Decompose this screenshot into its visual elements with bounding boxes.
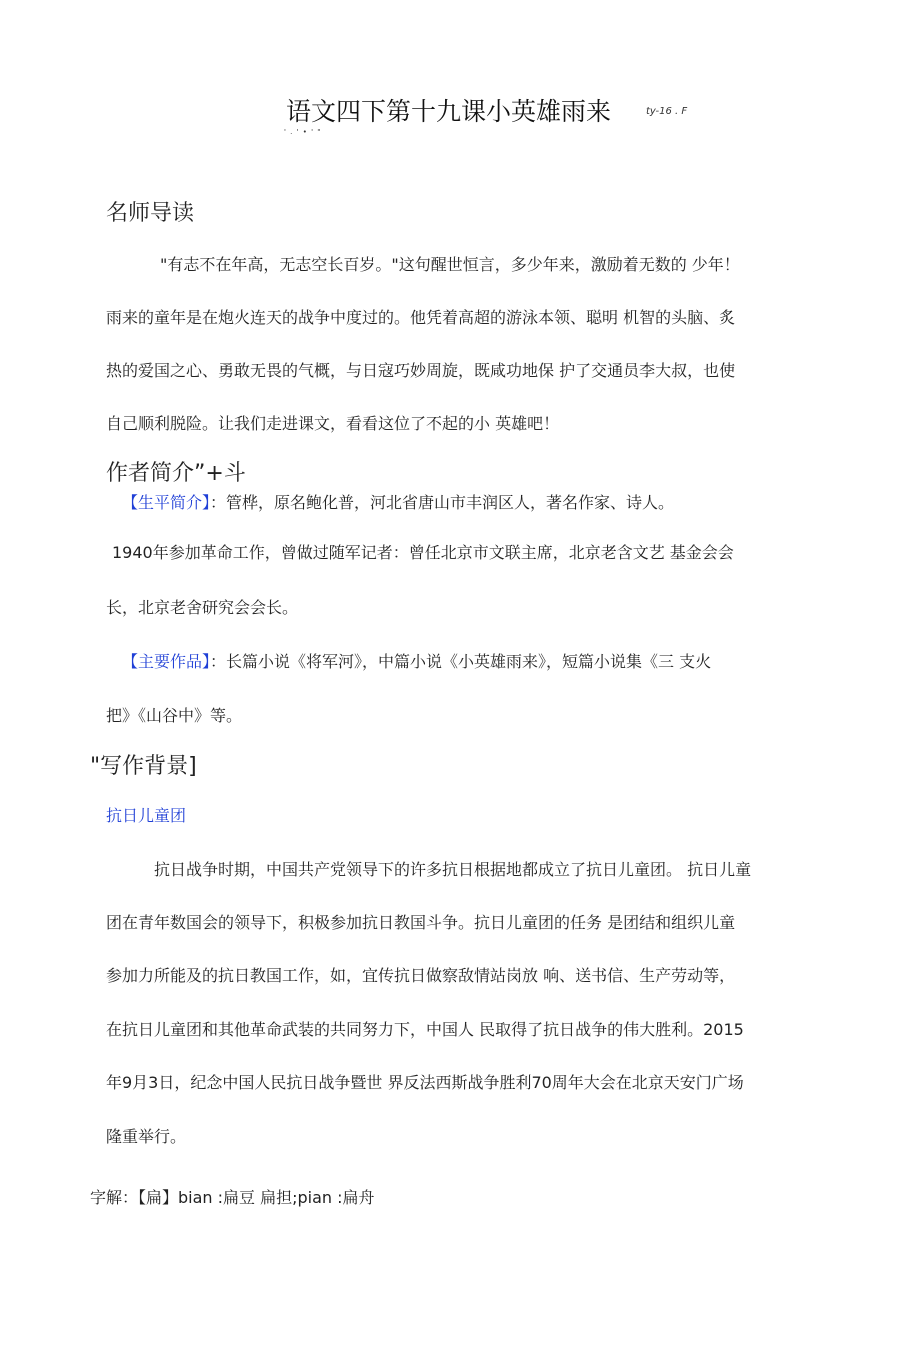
background-line-2: 团在青年数国会的领导下，积极参加抗日教国斗争。抗日儿童团的任务 是团结和组织儿童 [106, 913, 736, 932]
background-line-6: 隆重举行。 [106, 1127, 187, 1146]
section-heading-author: 作者简介”+斗 [106, 461, 246, 486]
bio-label: 【生平简介】 [122, 493, 211, 512]
section-heading-guide: 名师导读 [106, 201, 195, 226]
bio-line-2: 1940年参加革命工作，曾做过随军记者：曾任北京市文联主席，北京老含文艺 基金会会 [112, 543, 734, 562]
background-line-5: 年9月3日，纪念中国人民抗日战争暨世 界反法西斯战争胜利70周年大会在北京天安门广场 [106, 1073, 744, 1092]
section-heading-background: "写作背景] [90, 754, 197, 779]
guide-line-2: 雨来的童年是在炮火连天的战争中度过的。他凭着高超的游泳本领、聪明 机智的头脑、炙 [106, 308, 736, 327]
page-title: 语文四下第十九课小英雄雨来 [286, 97, 612, 126]
background-line-1: 抗日战争时期，中国共产党领导下的许多抗日根据地都成立了抗日儿童团。 抗日儿童 [154, 860, 752, 879]
bio-row [122, 490, 674, 513]
title-annotation: ty-16 . F [646, 106, 688, 117]
guide-line-1: "有志不在年高，无志空长百岁。"这句醒世恒言，多少年来，激励着无数的 少年！ [160, 255, 740, 274]
bio-line-3: 长，北京老舍研究会会长。 [106, 598, 299, 617]
works-row [122, 649, 711, 672]
works-label: 【主要作品】 [122, 652, 211, 671]
title-annotation-2: ' . ' • ' " [284, 128, 322, 136]
guide-line-3: 热的爱国之心、勇敢无畏的气概，与日寇巧妙周旋，既咸功地保 护了交通员李大叔，也使 [106, 361, 736, 380]
bio-text: ：管桦，原名鲍化普，河北省唐山市丰润区人，著名作家、诗人。 [210, 493, 675, 512]
character-explanation: 字解：【扁】bian :扁豆 扁担;pian :扁舟 [90, 1188, 375, 1207]
background-line-3: 参加力所能及的抗日教国工作，如，宜传抗日做察敌情站岗放 响、送书信、生产劳动等， [106, 966, 736, 985]
works-text: ：长篇小说《将军河》，中篇小说《小英雄雨来》，短篇小说集《三 支火 [210, 652, 712, 671]
works-line-2: 把》《山谷中》等。 [106, 706, 243, 725]
background-line-4: 在抗日儿童团和其他革命武装的共同努力下，中国人 民取得了抗日战争的伟大胜利。2015 [106, 1020, 744, 1039]
guide-line-4: 自己顺利脱险。让我们走进课文，看看这位了不起的小 英雄吧！ [106, 414, 560, 433]
subheading-childrens-corps: 抗日儿童团 [106, 806, 187, 825]
